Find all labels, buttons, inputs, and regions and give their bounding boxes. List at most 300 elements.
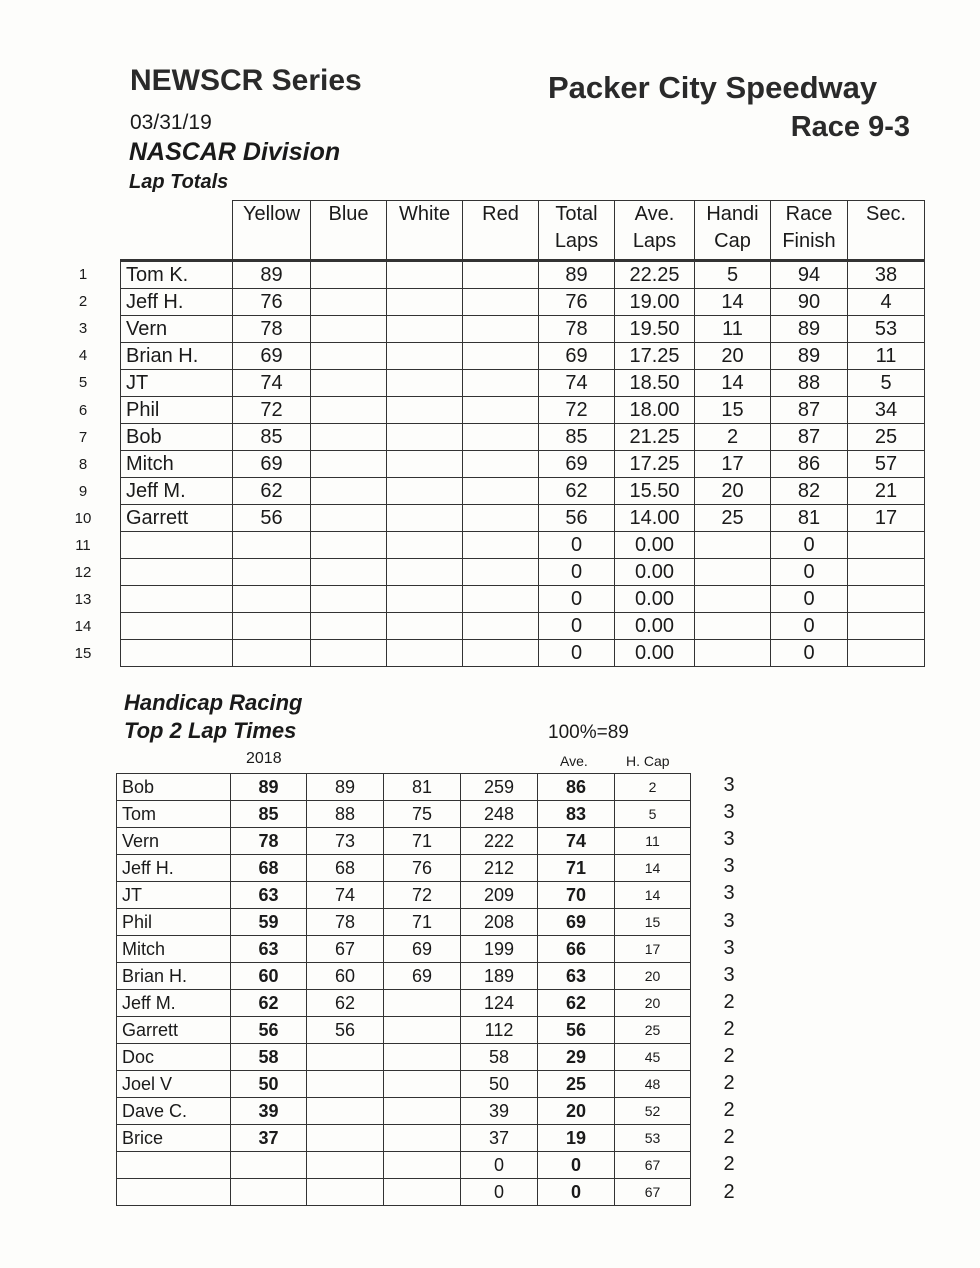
race-count: 2 — [723, 1126, 735, 1149]
cell-t1: 88 — [307, 801, 384, 828]
cell-ave: 17.25 — [615, 451, 695, 478]
table-row — [117, 990, 691, 1017]
cell-sec: 25 — [848, 424, 925, 451]
cell-sec — [848, 586, 925, 613]
cell-white — [387, 424, 463, 451]
cell-hcap: 52 — [615, 1098, 691, 1125]
cell-sum: 222 — [461, 828, 538, 855]
cell-sec: 57 — [848, 451, 925, 478]
cell-name: Brian H. — [121, 343, 233, 370]
cell-yellow — [233, 559, 311, 586]
cell-t2 — [384, 1044, 461, 1071]
column-header-line1: Sec. — [865, 203, 907, 225]
cell-name: Jeff M. — [117, 990, 231, 1017]
cell-name: JT — [121, 370, 233, 397]
cell-y2018: 63 — [231, 882, 307, 909]
cell-name: Dave C. — [117, 1098, 231, 1125]
table-row — [121, 586, 925, 613]
cell-y2018: 56 — [231, 1017, 307, 1044]
cell-hcap: 25 — [615, 1017, 691, 1044]
cell-yellow — [233, 640, 311, 667]
cell-yellow: 72 — [233, 397, 311, 424]
year-column-label: 2018 — [246, 750, 282, 767]
column-header-line2: Finish — [782, 230, 836, 252]
cell-y2018 — [231, 1179, 307, 1206]
cell-blue — [311, 316, 387, 343]
table-row — [117, 855, 691, 882]
table-row — [121, 451, 925, 478]
row-number: 12 — [74, 564, 92, 582]
cell-y2018: 62 — [231, 990, 307, 1017]
column-header — [387, 201, 463, 261]
cell-y2018: 50 — [231, 1071, 307, 1098]
cell-blue — [311, 451, 387, 478]
cell-handicap — [695, 613, 771, 640]
column-header — [848, 201, 925, 261]
cell-finish: 0 — [771, 559, 848, 586]
cell-ave: 66 — [538, 936, 615, 963]
cell-handicap: 5 — [695, 261, 771, 289]
cell-t1: 67 — [307, 936, 384, 963]
cell-red — [463, 532, 539, 559]
cell-sec: 11 — [848, 343, 925, 370]
race-count: 2 — [723, 1180, 735, 1203]
cell-red — [463, 586, 539, 613]
cell-ave: 17.25 — [615, 343, 695, 370]
cell-sum: 208 — [461, 909, 538, 936]
cell-ave: 0.00 — [615, 640, 695, 667]
table-row — [121, 261, 925, 289]
cell-sum: 112 — [461, 1017, 538, 1044]
cell-hcap: 17 — [615, 936, 691, 963]
cell-blue — [311, 613, 387, 640]
cell-ave: 22.25 — [615, 261, 695, 289]
cell-hcap: 15 — [615, 909, 691, 936]
cell-handicap: 14 — [695, 370, 771, 397]
cell-total: 72 — [539, 397, 615, 424]
cell-handicap: 14 — [695, 289, 771, 316]
cell-t2 — [384, 1098, 461, 1125]
cell-total: 89 — [539, 261, 615, 289]
cell-hcap: 20 — [615, 990, 691, 1017]
table-row — [117, 1044, 691, 1071]
cell-t1: 68 — [307, 855, 384, 882]
column-header-line2: Laps — [554, 230, 599, 252]
table-row — [117, 801, 691, 828]
table-row — [117, 936, 691, 963]
cell-ave: 86 — [538, 774, 615, 801]
cell-ave: 18.00 — [615, 397, 695, 424]
race-count: 2 — [723, 1017, 735, 1040]
cell-sec — [848, 613, 925, 640]
cell-t2 — [384, 1125, 461, 1152]
column-header-line1: Ave. — [634, 203, 675, 225]
cell-hcap: 67 — [615, 1179, 691, 1206]
race-count: 3 — [723, 936, 735, 959]
cell-y2018: 58 — [231, 1044, 307, 1071]
cell-white — [387, 397, 463, 424]
division-title: NASCAR Division — [129, 138, 341, 166]
cell-t1: 74 — [307, 882, 384, 909]
cell-name: Jeff H. — [117, 855, 231, 882]
cell-blue — [311, 559, 387, 586]
column-header-line1: Handi — [706, 203, 759, 225]
cell-finish: 0 — [771, 613, 848, 640]
cell-total: 69 — [539, 343, 615, 370]
cell-t2: 72 — [384, 882, 461, 909]
cell-blue — [311, 397, 387, 424]
cell-white — [387, 478, 463, 505]
cell-ave: 0 — [538, 1152, 615, 1179]
cell-t1 — [307, 1098, 384, 1125]
cell-t2 — [384, 1017, 461, 1044]
cell-ave: 0.00 — [615, 559, 695, 586]
race-count: 3 — [723, 855, 735, 878]
column-header — [695, 201, 771, 261]
cell-name: Phil — [117, 909, 231, 936]
cell-hcap: 67 — [615, 1152, 691, 1179]
cell-blue — [311, 343, 387, 370]
cell-finish: 0 — [771, 586, 848, 613]
cell-yellow: 89 — [233, 261, 311, 289]
cell-finish: 82 — [771, 478, 848, 505]
race-count: 3 — [723, 963, 735, 986]
race-count: 2 — [723, 1045, 735, 1067]
cell-finish: 88 — [771, 370, 848, 397]
cell-red — [463, 370, 539, 397]
cell-hcap: 5 — [615, 801, 691, 828]
series-title: NEWSCR Series — [130, 64, 362, 97]
cell-name: Bob — [121, 424, 233, 451]
cell-finish: 87 — [771, 397, 848, 424]
cell-red — [463, 478, 539, 505]
cell-ave: 14.00 — [615, 505, 695, 532]
race-count: 3 — [723, 882, 735, 905]
column-header — [539, 201, 615, 261]
cell-t1: 73 — [307, 828, 384, 855]
cell-white — [387, 343, 463, 370]
track-name: Packer City Speedway — [548, 70, 878, 105]
row-number: 14 — [74, 618, 92, 636]
table-row — [121, 397, 925, 424]
cell-white — [387, 586, 463, 613]
table-row — [121, 505, 925, 532]
cell-sec — [848, 532, 925, 559]
cell-sum: 50 — [461, 1071, 538, 1098]
race-count: 2 — [723, 1072, 735, 1095]
cell-total: 74 — [539, 370, 615, 397]
cell-handicap: 25 — [695, 505, 771, 532]
cell-finish: 87 — [771, 424, 848, 451]
cell-name — [121, 613, 233, 640]
cell-white — [387, 640, 463, 667]
cell-ave: 29 — [538, 1044, 615, 1071]
cell-yellow: 76 — [233, 289, 311, 316]
cell-sec: 53 — [848, 316, 925, 343]
cell-handicap: 17 — [695, 451, 771, 478]
cell-finish: 94 — [771, 261, 848, 289]
header-blank — [121, 201, 233, 261]
table-row — [117, 882, 691, 909]
cell-name: Jeff H. — [121, 289, 233, 316]
row-number: 6 — [78, 401, 88, 419]
cell-yellow: 56 — [233, 505, 311, 532]
race-date: 03/31/19 — [130, 111, 212, 134]
cell-red — [463, 505, 539, 532]
row-number: 3 — [78, 320, 88, 338]
cell-hcap: 11 — [615, 828, 691, 855]
cell-y2018: 59 — [231, 909, 307, 936]
cell-ave: 0.00 — [615, 532, 695, 559]
column-header-line1: Race — [785, 203, 833, 225]
cell-sum: 0 — [461, 1152, 538, 1179]
cell-red — [463, 289, 539, 316]
cell-ave: 63 — [538, 963, 615, 990]
cell-handicap: 20 — [695, 343, 771, 370]
cell-finish: 86 — [771, 451, 848, 478]
cell-total: 0 — [539, 559, 615, 586]
cell-hcap: 48 — [615, 1071, 691, 1098]
cell-name — [121, 586, 233, 613]
cell-sum: 209 — [461, 882, 538, 909]
top-lap-times-heading: Top 2 Lap Times — [124, 718, 297, 743]
cell-white — [387, 451, 463, 478]
column-header — [233, 201, 311, 261]
table-row — [121, 640, 925, 667]
cell-name: JT — [117, 882, 231, 909]
cell-sec — [848, 640, 925, 667]
column-header — [463, 201, 539, 261]
column-header-line1: Yellow — [242, 203, 301, 225]
cell-sum: 37 — [461, 1125, 538, 1152]
cell-name: Garrett — [117, 1017, 231, 1044]
race-count: 3 — [723, 774, 735, 796]
cell-name: Mitch — [121, 451, 233, 478]
cell-t1: 89 — [307, 774, 384, 801]
cell-name: Garrett — [121, 505, 233, 532]
table-row — [117, 909, 691, 936]
cell-red — [463, 559, 539, 586]
cell-y2018: 60 — [231, 963, 307, 990]
table-row — [121, 478, 925, 505]
table-row — [121, 613, 925, 640]
cell-white — [387, 316, 463, 343]
cell-t2: 75 — [384, 801, 461, 828]
column-header-line2: Laps — [632, 230, 677, 252]
cell-t2: 69 — [384, 963, 461, 990]
cell-white — [387, 505, 463, 532]
table-row — [117, 1125, 691, 1152]
cell-y2018 — [231, 1152, 307, 1179]
cell-name: Mitch — [117, 936, 231, 963]
cell-sum: 0 — [461, 1179, 538, 1206]
cell-y2018: 39 — [231, 1098, 307, 1125]
row-number: 7 — [78, 428, 88, 446]
row-number: 1 — [78, 266, 88, 283]
cell-sec: 21 — [848, 478, 925, 505]
cell-total: 76 — [539, 289, 615, 316]
cell-name: Phil — [121, 397, 233, 424]
table-row — [121, 370, 925, 397]
cell-ave: 21.25 — [615, 424, 695, 451]
cell-handicap: 20 — [695, 478, 771, 505]
race-count: 3 — [723, 909, 735, 932]
row-number: 5 — [78, 374, 88, 392]
cell-total: 0 — [539, 586, 615, 613]
cell-blue — [311, 640, 387, 667]
cell-name — [117, 1179, 231, 1206]
cell-t1 — [307, 1179, 384, 1206]
cell-total: 69 — [539, 451, 615, 478]
column-header — [311, 201, 387, 261]
cell-sum: 248 — [461, 801, 538, 828]
table-row — [117, 1071, 691, 1098]
percent-label: 100%=89 — [548, 722, 629, 743]
cell-sum: 259 — [461, 774, 538, 801]
cell-t2: 71 — [384, 909, 461, 936]
cell-yellow — [233, 532, 311, 559]
table-row — [117, 963, 691, 990]
cell-total: 0 — [539, 532, 615, 559]
cell-name: Jeff M. — [121, 478, 233, 505]
cell-red — [463, 640, 539, 667]
cell-white — [387, 613, 463, 640]
cell-hcap: 45 — [615, 1044, 691, 1071]
cell-name: Joel V — [117, 1071, 231, 1098]
cell-ave: 15.50 — [615, 478, 695, 505]
cell-handicap: 11 — [695, 316, 771, 343]
cell-hcap: 20 — [615, 963, 691, 990]
cell-name: Brice — [117, 1125, 231, 1152]
cell-t2 — [384, 1071, 461, 1098]
cell-t1: 62 — [307, 990, 384, 1017]
cell-red — [463, 261, 539, 289]
cell-y2018: 63 — [231, 936, 307, 963]
cell-t1 — [307, 1071, 384, 1098]
cell-sum: 58 — [461, 1044, 538, 1071]
cell-white — [387, 532, 463, 559]
cell-name: Doc — [117, 1044, 231, 1071]
row-number: 13 — [74, 591, 92, 609]
column-header — [771, 201, 848, 261]
cell-t2: 81 — [384, 774, 461, 801]
cell-sum: 124 — [461, 990, 538, 1017]
table-row — [121, 424, 925, 451]
cell-hcap: 53 — [615, 1125, 691, 1152]
cell-sum: 212 — [461, 855, 538, 882]
cell-finish: 0 — [771, 640, 848, 667]
cell-y2018: 68 — [231, 855, 307, 882]
table-row — [117, 774, 691, 801]
race-number: Race 9-3 — [790, 111, 910, 143]
cell-handicap — [695, 640, 771, 667]
cell-ave: 71 — [538, 855, 615, 882]
cell-t1: 78 — [307, 909, 384, 936]
column-header-line1: White — [398, 203, 451, 225]
cell-ave: 70 — [538, 882, 615, 909]
row-number: 4 — [78, 347, 88, 365]
race-count: 2 — [723, 990, 735, 1013]
cell-blue — [311, 289, 387, 316]
cell-total: 62 — [539, 478, 615, 505]
cell-red — [463, 316, 539, 343]
cell-handicap: 2 — [695, 424, 771, 451]
race-count: 2 — [723, 1153, 735, 1176]
cell-hcap: 14 — [615, 882, 691, 909]
cell-finish: 0 — [771, 532, 848, 559]
cell-red — [463, 397, 539, 424]
cell-sec: 34 — [848, 397, 925, 424]
cell-t2 — [384, 1179, 461, 1206]
race-count: 2 — [723, 1099, 735, 1122]
cell-total: 0 — [539, 640, 615, 667]
column-header — [615, 201, 695, 261]
cell-yellow — [233, 586, 311, 613]
cell-total: 78 — [539, 316, 615, 343]
cell-name: Brian H. — [117, 963, 231, 990]
cell-hcap: 2 — [615, 774, 691, 801]
race-count: 3 — [723, 828, 735, 851]
row-number: 2 — [78, 293, 88, 311]
cell-white — [387, 261, 463, 289]
cell-ave: 0.00 — [615, 586, 695, 613]
cell-y2018: 37 — [231, 1125, 307, 1152]
cell-y2018: 85 — [231, 801, 307, 828]
cell-white — [387, 370, 463, 397]
table-row — [117, 1179, 691, 1206]
lap-totals-heading: Lap Totals — [129, 171, 229, 193]
column-header-line1: Red — [482, 203, 519, 225]
cell-t2: 76 — [384, 855, 461, 882]
cell-name: Bob — [117, 774, 231, 801]
cell-name — [121, 640, 233, 667]
cell-sec: 4 — [848, 289, 925, 316]
cell-handicap: 15 — [695, 397, 771, 424]
cell-red — [463, 451, 539, 478]
cell-white — [387, 289, 463, 316]
cell-blue — [311, 261, 387, 289]
cell-blue — [311, 478, 387, 505]
row-number: 11 — [75, 537, 91, 554]
cell-ave: 74 — [538, 828, 615, 855]
cell-red — [463, 424, 539, 451]
table-row — [121, 559, 925, 586]
cell-sec: 38 — [848, 261, 925, 289]
cell-sum: 39 — [461, 1098, 538, 1125]
cell-red — [463, 613, 539, 640]
cell-ave: 19 — [538, 1125, 615, 1152]
column-header-line2: Cap — [714, 230, 751, 252]
cell-name — [117, 1152, 231, 1179]
cell-finish: 90 — [771, 289, 848, 316]
cell-blue — [311, 505, 387, 532]
handicap-racing-heading: Handicap Racing — [124, 690, 303, 715]
cell-name: Vern — [121, 316, 233, 343]
table-row — [117, 1017, 691, 1044]
table-row — [121, 343, 925, 370]
table-row — [117, 1098, 691, 1125]
cell-t2: 69 — [384, 936, 461, 963]
cell-handicap — [695, 586, 771, 613]
cell-total: 0 — [539, 613, 615, 640]
cell-white — [387, 559, 463, 586]
cell-yellow — [233, 613, 311, 640]
cell-ave: 83 — [538, 801, 615, 828]
cell-t1: 60 — [307, 963, 384, 990]
cell-blue — [311, 370, 387, 397]
cell-t1: 56 — [307, 1017, 384, 1044]
cell-ave: 69 — [538, 909, 615, 936]
